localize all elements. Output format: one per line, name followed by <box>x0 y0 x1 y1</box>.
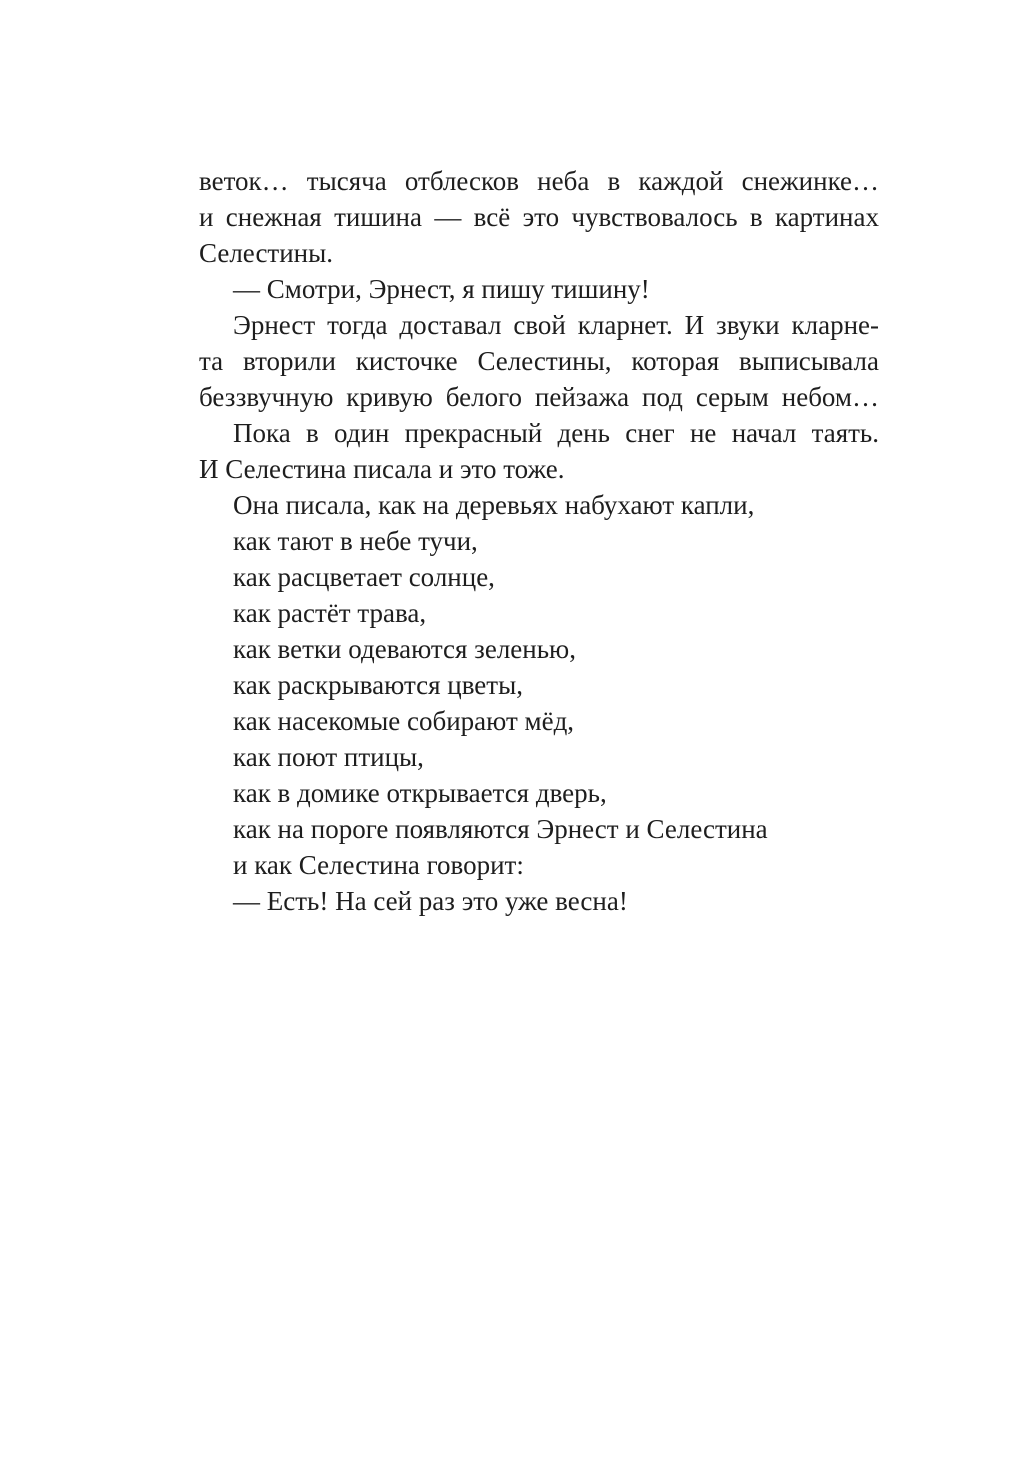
text-line: и снежная тишина — всё это чувствовалось в картинах <box>199 202 879 232</box>
text-line: как раскрываются цветы, <box>233 670 523 700</box>
text-line: как тают в небе тучи, <box>233 526 478 556</box>
text-line: та вторили кисточке Селестины, которая выписывала <box>199 346 879 376</box>
text-line: веток… тысяча отблесков неба в каждой снежинке… <box>199 166 879 196</box>
text-line: — Есть! На сей раз это уже весна! <box>233 886 628 916</box>
text-line: как ветки одеваются зеленью, <box>233 634 576 664</box>
body-text <box>199 163 879 919</box>
text-line: как растёт трава, <box>233 598 427 628</box>
text-line: как насекомые собирают мёд, <box>233 706 575 736</box>
text-line: как в домике открывается дверь, <box>233 778 607 808</box>
text-line: Селестины. <box>199 238 334 268</box>
text-line: Она писала, как на деревьях набухают капли, <box>233 490 755 520</box>
text-line: Эрнест тогда доставал свой кларнет. И звуки кларне- <box>233 310 879 340</box>
text-line: Пока в один прекрасный день снег не начал таять. <box>233 418 879 448</box>
text-line: как на пороге появляются Эрнест и Селестина <box>233 814 768 844</box>
text-line: как поют птицы, <box>233 742 424 772</box>
text-line: И Селестина писала и это тоже. <box>199 454 565 484</box>
text-line: — Смотри, Эрнест, я пишу тишину! <box>233 274 650 304</box>
text-line: и как Селестина говорит: <box>233 850 524 880</box>
text-line: как расцветает солнце, <box>233 562 495 592</box>
text-line: беззвучную кривую белого пейзажа под серым небом… <box>199 382 879 412</box>
